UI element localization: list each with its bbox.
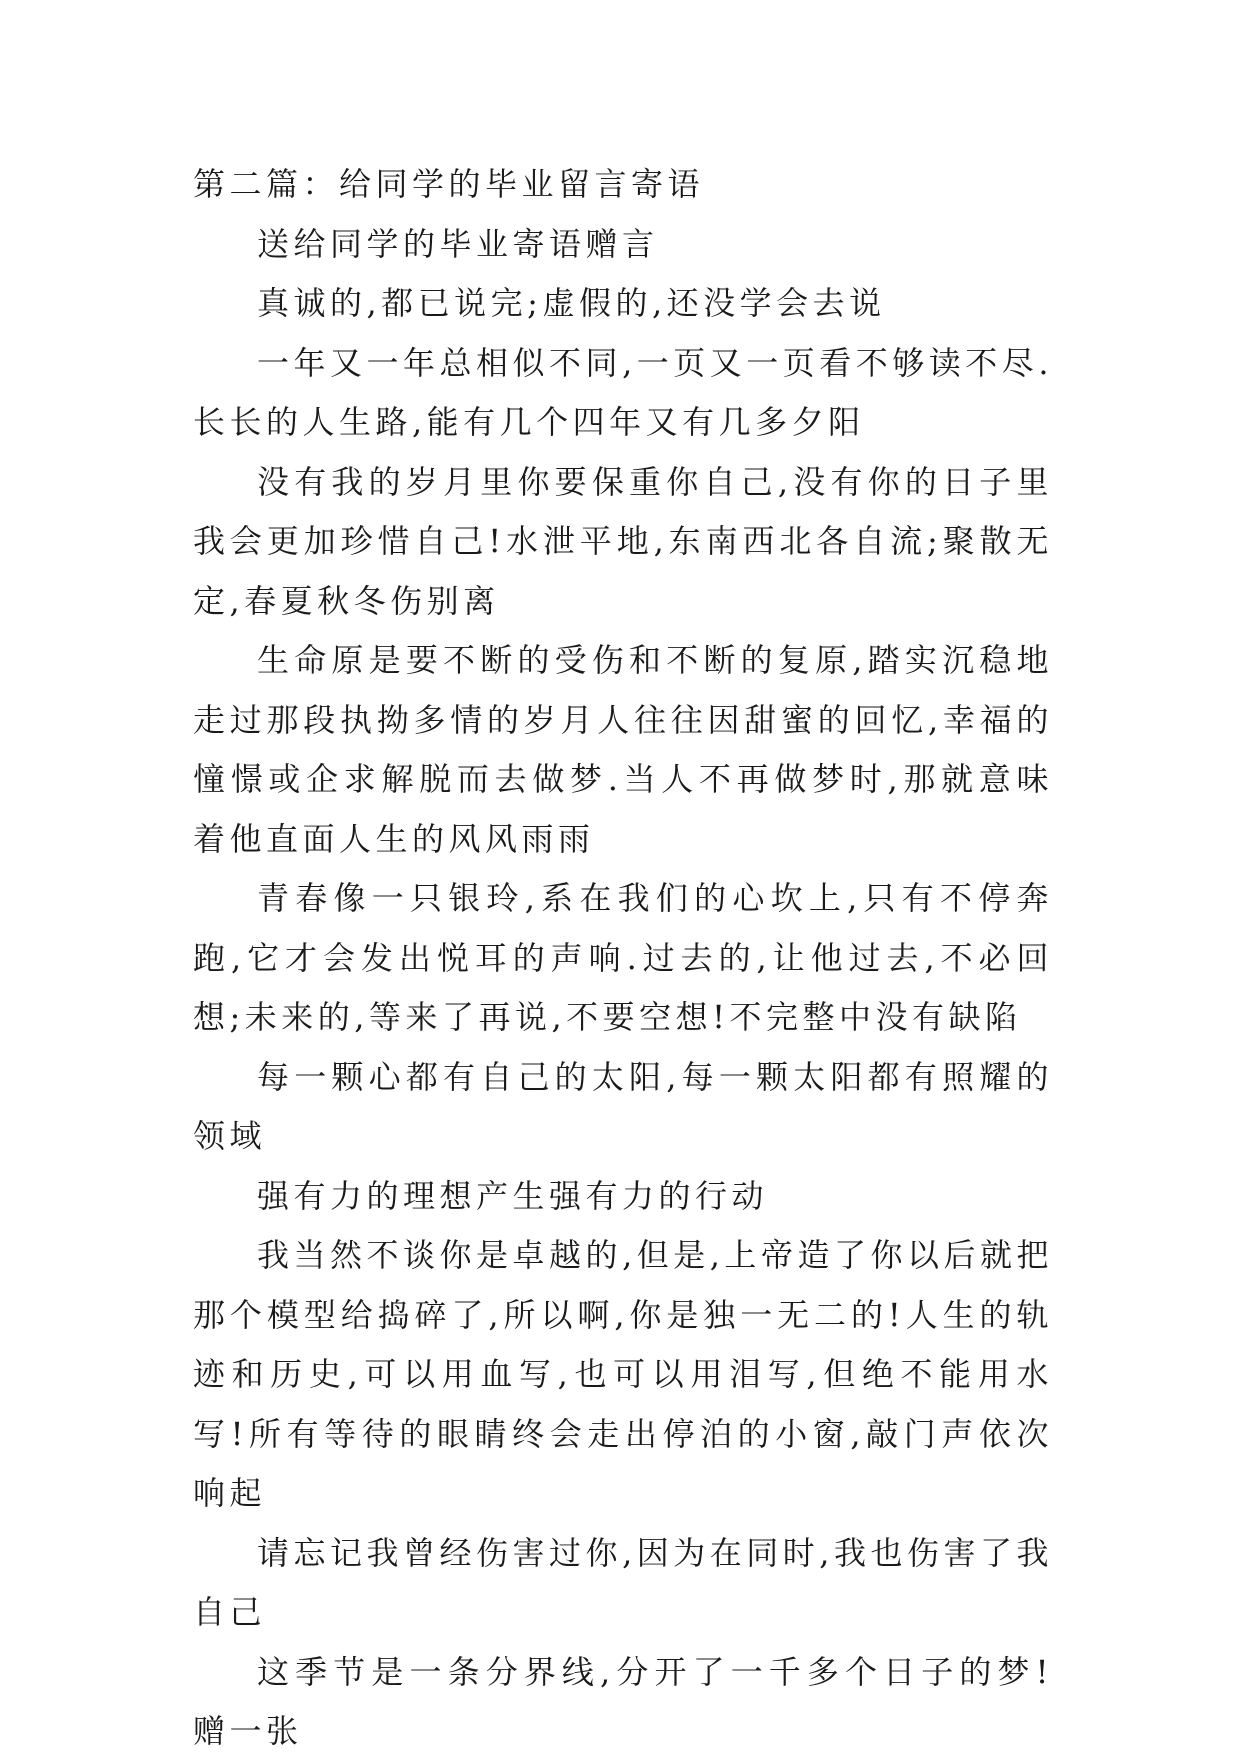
paragraph: 送给同学的毕业寄语赠言 (257, 224, 659, 263)
paragraph: 生命原是要不断的受伤和不断的复原,踏实沉稳地走过那段执拗多情的岁月人往往因甜蜜的回忆,幸福的憧憬或企求解脱而去做梦.当人不再做梦时,那就意味着他直面人生的风风雨雨 (193, 641, 1053, 858)
document-title: 第二篇：给同学的毕业留言寄语 (193, 165, 705, 203)
paragraph: 真诚的,都已说完;虚假的,还没学会去说 (257, 284, 886, 322)
paragraph: 青春像一只银玲,系在我们的心坎上,只有不停奔跑,它才会发出悦耳的声响.过去的,让他过去,不必回想;未来的,等来了再说,不要空想!不完整中没有缺陷 (193, 879, 1053, 1036)
paragraph: 我当然不谈你是卓越的,但是,上帝造了你以后就把那个模型给捣碎了,所以啊,你是独一无二的!人生的轨迹和历史,可以用血写,也可以用泪写,但绝不能用水写!所有等待的眼睛终会走出停泊的小窗,敲门声依次响起 (193, 1236, 1053, 1512)
paragraph: 请忘记我曾经伤害过你,因为在同时,我也伤害了我自己 (193, 1533, 1053, 1631)
paragraph: 一年又一年总相似不同,一页又一页看不够读不尽.长长的人生路,能有几个四年又有几多夕阳 (193, 343, 1053, 441)
paragraph: 强有力的理想产生强有力的行动 (257, 1176, 769, 1215)
paragraph: 没有我的岁月里你要保重你自己,没有你的日子里我会更加珍惜自己!水泄平地,东南西北各自流;聚散无定,春夏秋冬伤别离 (193, 462, 1053, 620)
paragraph: 这季节是一条分界线,分开了一千多个日子的梦!赠一张 (193, 1652, 1053, 1750)
document-body (193, 155, 1053, 1762)
paragraph: 每一颗心都有自己的太阳,每一颗太阳都有照耀的领域 (193, 1057, 1053, 1155)
